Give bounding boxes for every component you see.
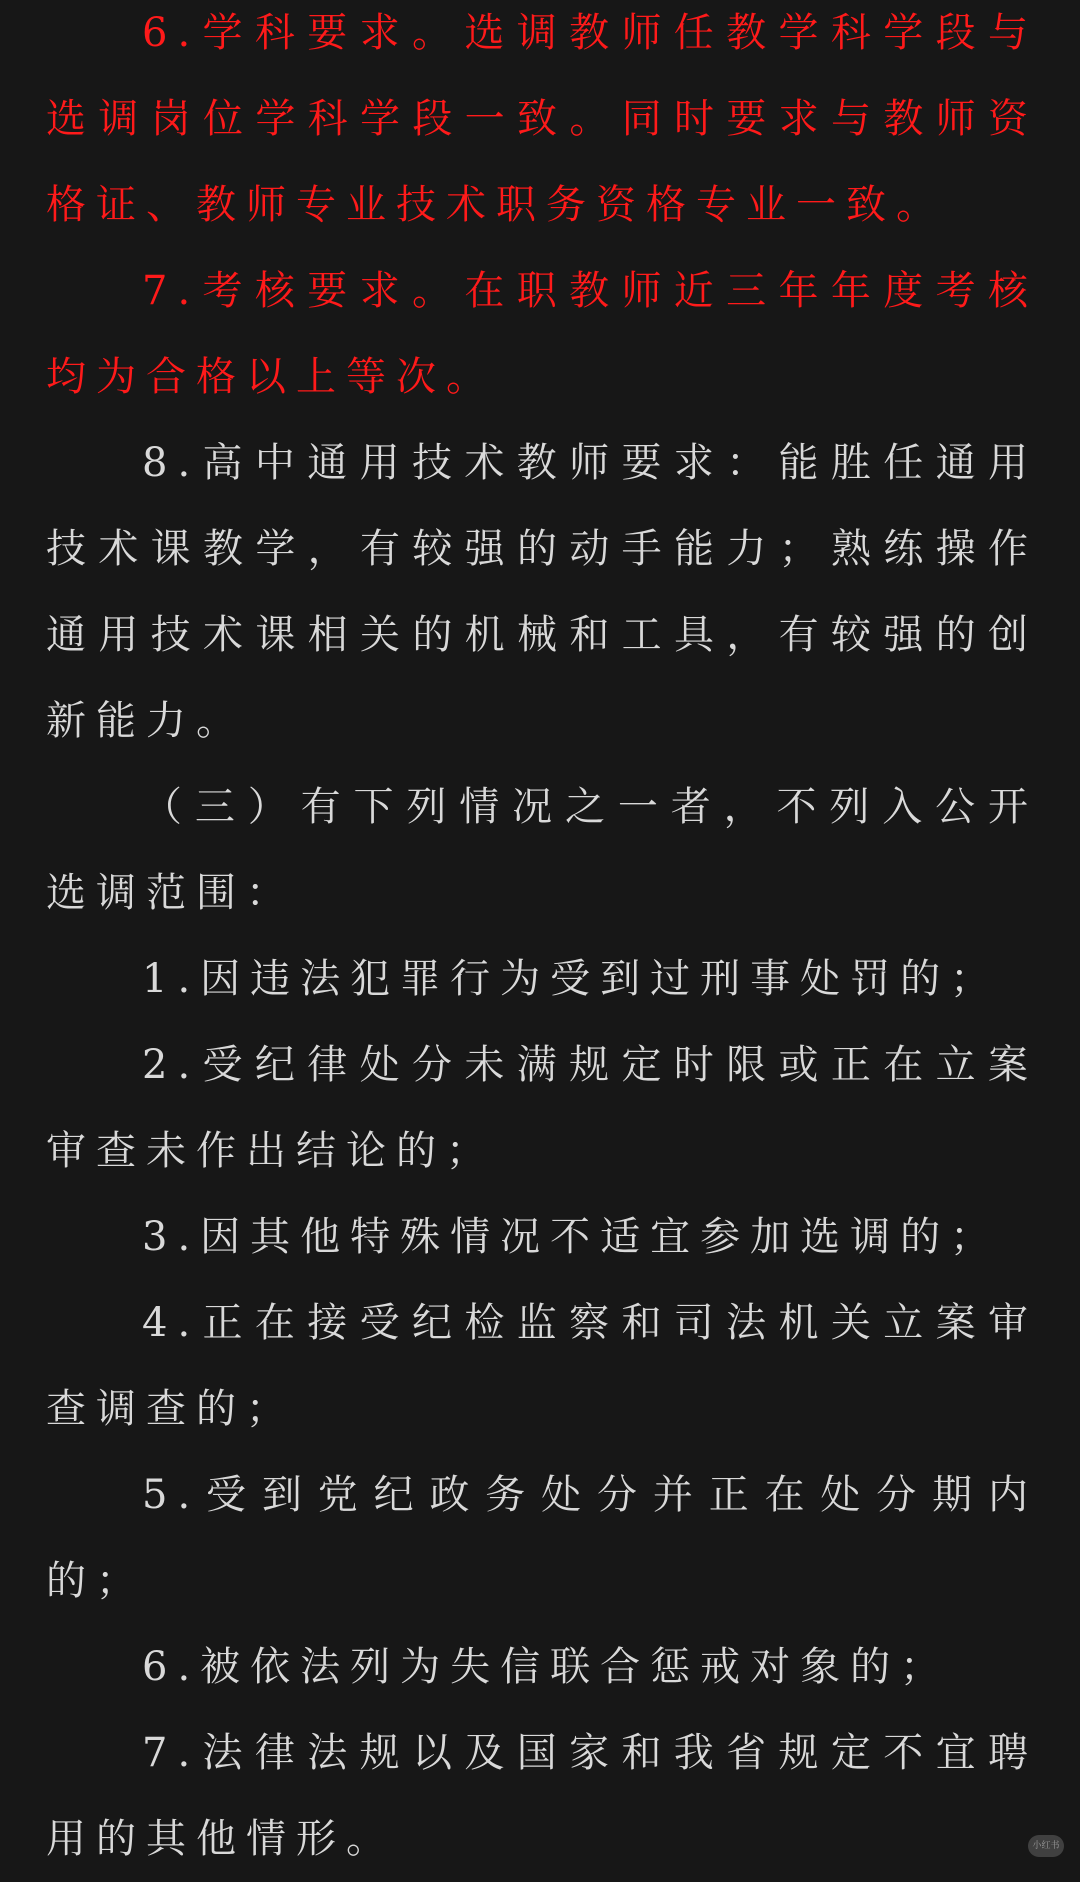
requirement-assessment: 7.考核要求。在职教师近三年年度考核均为合格以上等次。 bbox=[46, 268, 1038, 400]
exclusion-item-6: 6.被依法列为失信联合惩戒对象的； bbox=[142, 1644, 951, 1690]
exclusion-item-7: 7.法律法规以及国家和我省规定不宜聘用的其他情形。 bbox=[46, 1730, 1038, 1862]
exclusion-heading: （三）有下列情况之一者，不列入公开选调范围： bbox=[46, 784, 1038, 916]
exclusion-item-3: 3.因其他特殊情况不适宜参加选调的； bbox=[142, 1214, 1001, 1260]
exclusion-item-5: 5.受到党纪政务处分并正在处分期内的； bbox=[46, 1472, 1038, 1604]
exclusion-item-1: 1.因违法犯罪行为受到过刑事处罚的； bbox=[142, 956, 1001, 1002]
exclusion-item-4: 4.正在接受纪检监察和司法机关立案审查调查的； bbox=[46, 1300, 1038, 1432]
requirement-general-technology: 8.高中通用技术教师要求：能胜任通用技术课教学，有较强的动手能力；熟练操作通用技术课相关的机械和工具，有较强的创新能力。 bbox=[46, 440, 1038, 744]
exclusion-item-2: 2.受纪律处分未满规定时限或正在立案审查未作出结论的； bbox=[46, 1042, 1038, 1174]
requirement-subject: 6.学科要求。选调教师任教学科学段与选调岗位学科学段一致。同时要求与教师资格证、教师专业技术职务资格专业一致。 bbox=[46, 10, 1038, 228]
app-watermark-icon: 小红书 bbox=[1028, 1835, 1064, 1857]
